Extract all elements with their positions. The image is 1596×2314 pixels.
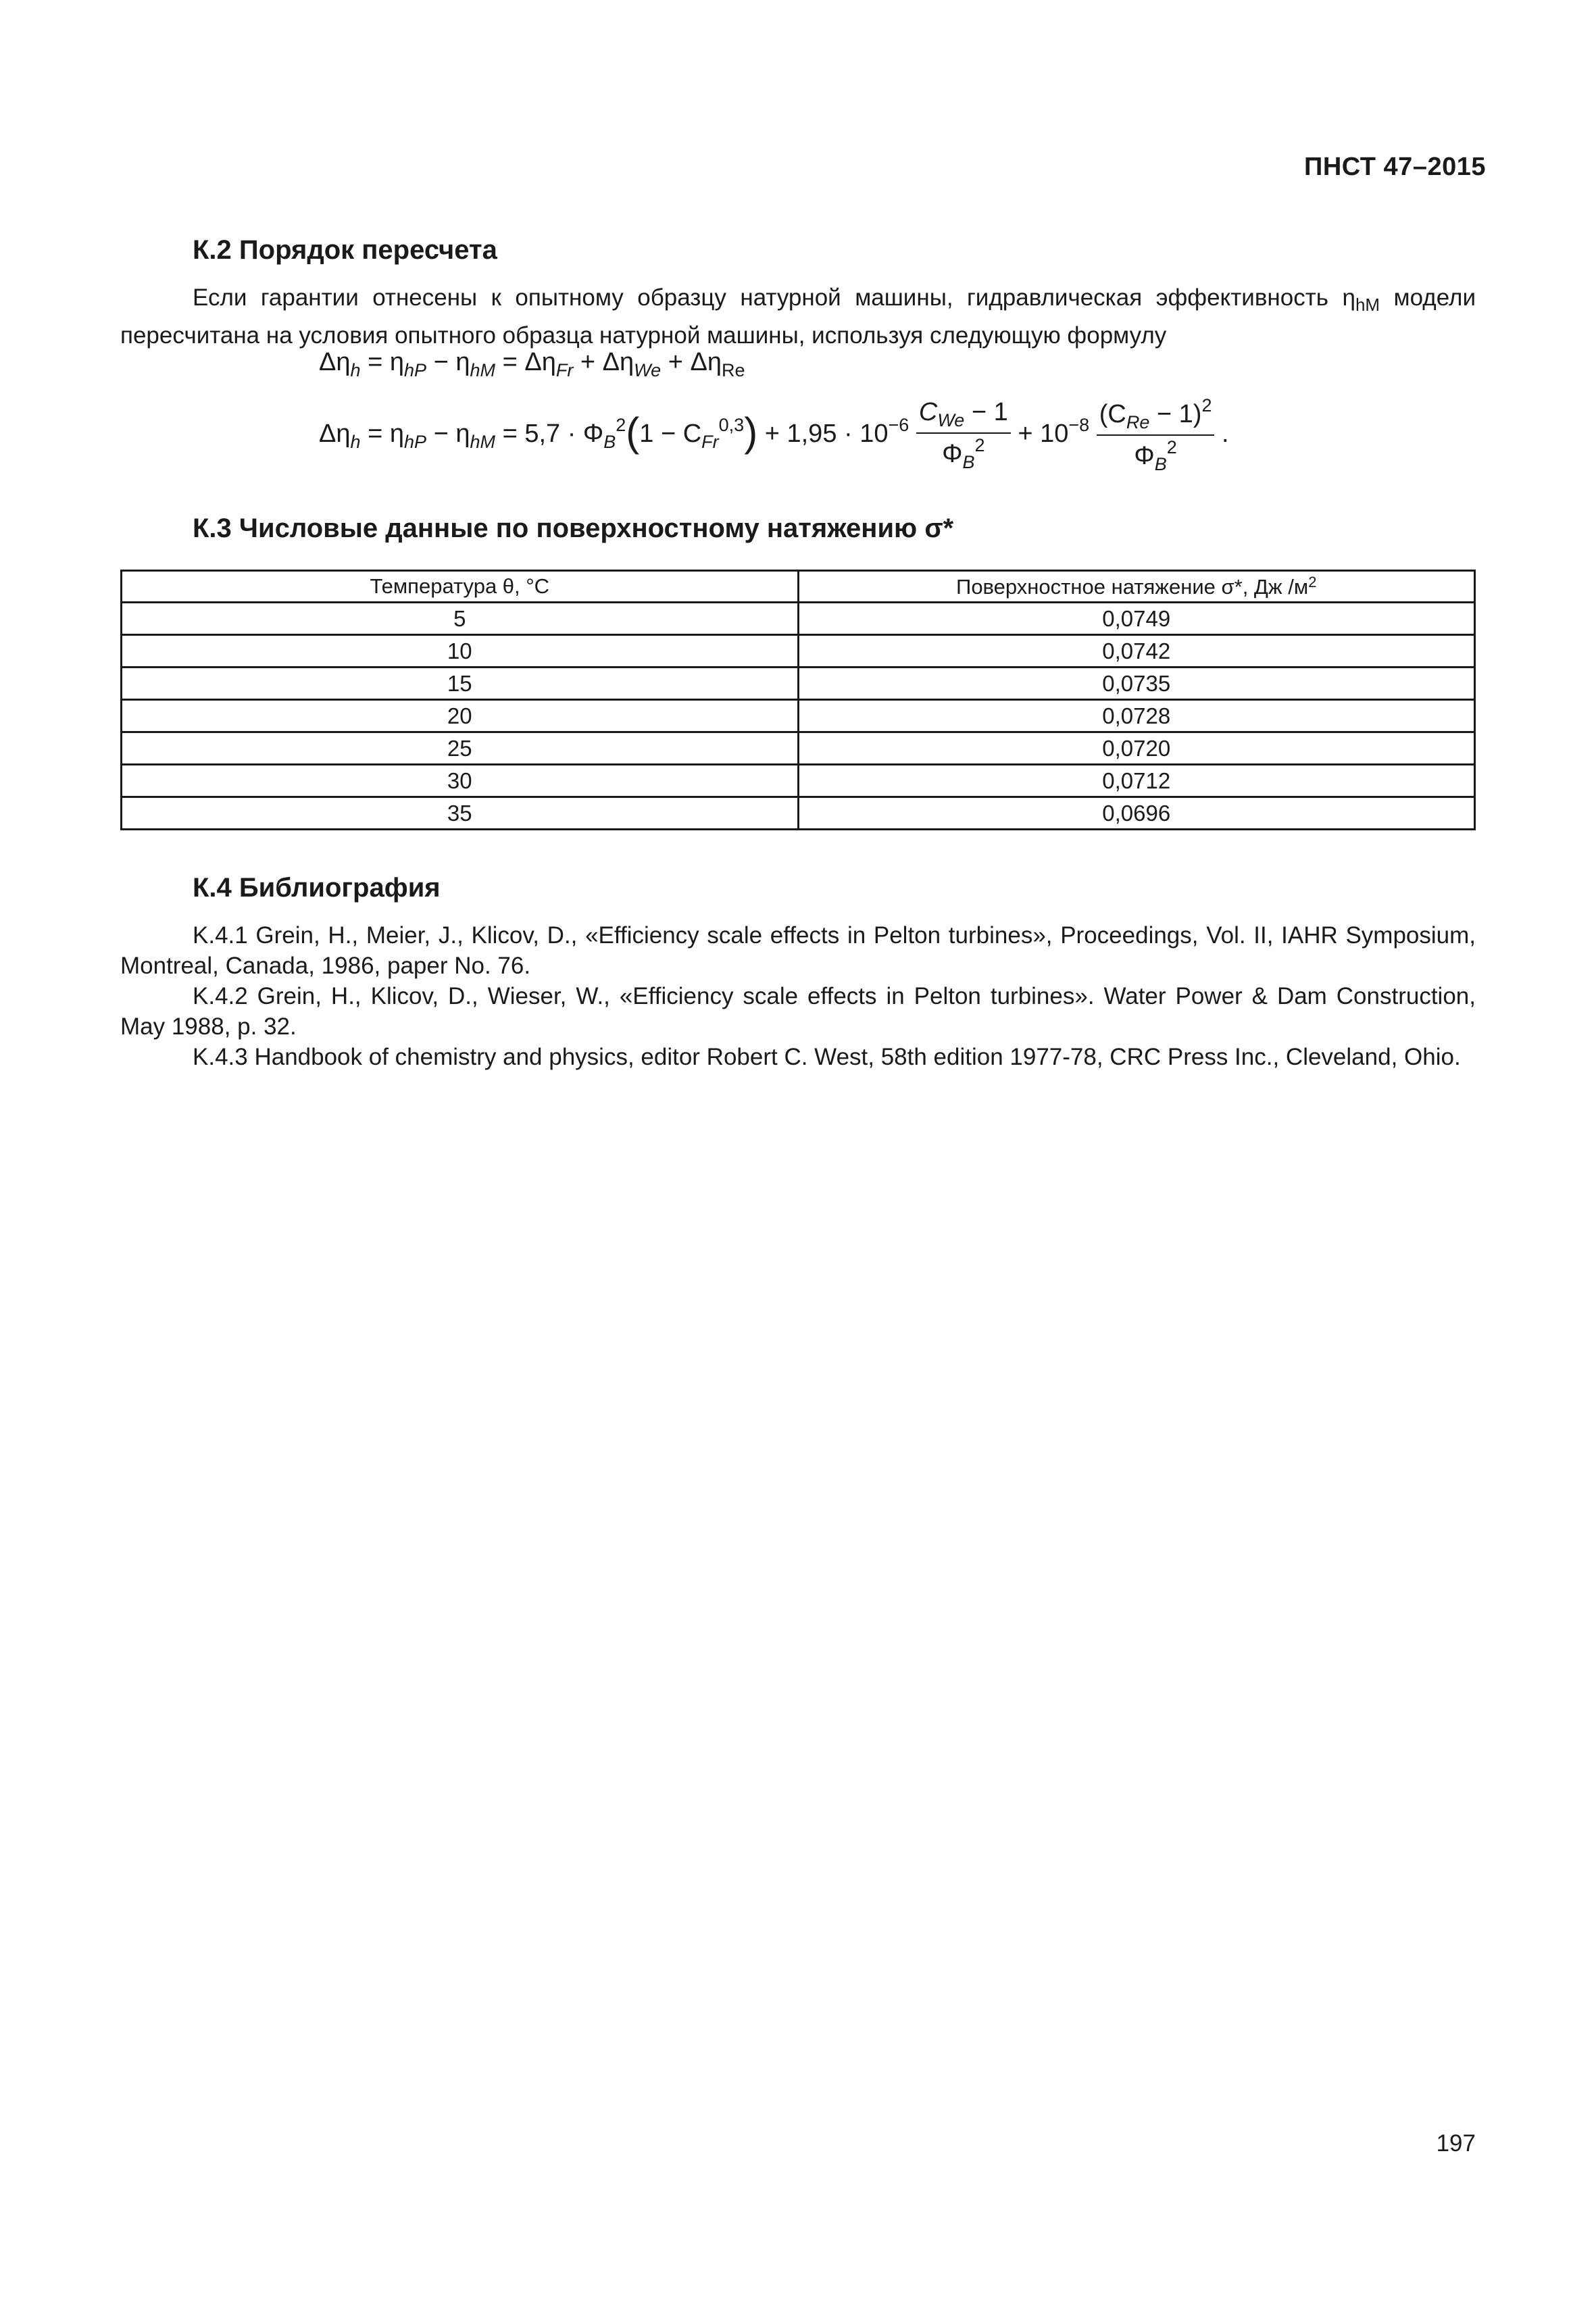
cell-temperature: 25 [122,732,799,765]
formula-efficiency-expanded: $\Delta\eta_h = \eta_{hP} - \eta_{hM} = 5,7 \cdot \Phi_B^2(1 - C_{Fr}^{0,3}) + 1,95 \cdot 10^{-6}$ $\frac{C_{We} - 1}{\Phi_B^2}$ + $10^{-8}$ $\frac{(C_{Re} - 1)^2}{\Phi_B^2}$ . [319,395,1229,474]
bibliography-entry: K.4.3 Handbook of chemistry and physics, editor Robert C. West, 58th edition 1977-78, CRC Press Inc., Cleveland, Ohio. [193,1044,1461,1070]
paragraph-text-tail: модели пересчитана на условия опытного образца натурной машины, используя следующую формулу [120,284,1476,349]
table-row [122,797,1475,830]
page-number: 197 [1436,2130,1476,2157]
section-k2-heading: К.2 Порядок пересчета [193,235,497,265]
surface-tension-table [120,570,1476,830]
bibliography-entry: K.4.2 Grein, H., Klicov, D., Wieser, W., «Efficiency scale effects in Pelton turbines». Water Power & Dam Construction, May 1988, p. 32. [120,983,1476,1040]
cell-tension: 0,0712 [798,765,1475,797]
cell-tension: 0,0720 [798,732,1475,765]
cell-tension: 0,0742 [798,635,1475,668]
cell-tension: 0,0749 [798,603,1475,635]
column-header-tension: Поверхностное натяжение σ*, Дж $/м^2$ [798,571,1475,603]
cell-temperature: 20 [122,700,799,732]
cell-temperature: 35 [122,797,799,830]
formula-efficiency-sum: $\Delta\eta_h = \eta_{hP} - \eta_{hM} = \Delta\eta_{Fr} + \Delta\eta_{We} + \Delta\eta_{Re}$ [319,348,745,380]
column-header-temperature: Температура θ, °С [122,571,799,603]
cell-temperature: 5 [122,603,799,635]
paragraph-text: Если гарантии отнесены к опытному образцу натурной машины, гидравлическая эффективность η [193,284,1355,311]
table-row [122,668,1475,700]
fraction-we: $\frac{C_{We} - 1}{\Phi_B^2}$ [916,398,1011,473]
section-k4-heading: К.4 Библиография [193,873,441,903]
bibliography-entry: K.4.1 Grein, H., Meier, J., Klicov, D., «Efficiency scale effects in Pelton turbines», Proceedings, Vol. II, IAHR Symposium, Montreal, Canada, 1986, paper No. 76. [120,922,1476,979]
section-k2-paragraph [120,282,1476,351]
cell-temperature: 15 [122,668,799,700]
paragraph-subscript: hM [1355,295,1380,315]
table-row [122,700,1475,732]
cell-temperature: 10 [122,635,799,668]
section-k3-heading: К.3 Числовые данные по поверхностному натяжению σ* [193,513,954,543]
table-row [122,635,1475,668]
cell-tension: 0,0696 [798,797,1475,830]
fraction-re: $\frac{(C_{Re} - 1)^2}{\Phi_B^2}$ [1097,395,1215,475]
cell-tension: 0,0735 [798,668,1475,700]
table-row [122,732,1475,765]
document-code: ПНСТ 47–2015 [1304,153,1486,181]
table-row [122,603,1475,635]
table-row [122,765,1475,797]
cell-temperature: 30 [122,765,799,797]
table-header-row [122,571,1475,603]
cell-tension: 0,0728 [798,700,1475,732]
